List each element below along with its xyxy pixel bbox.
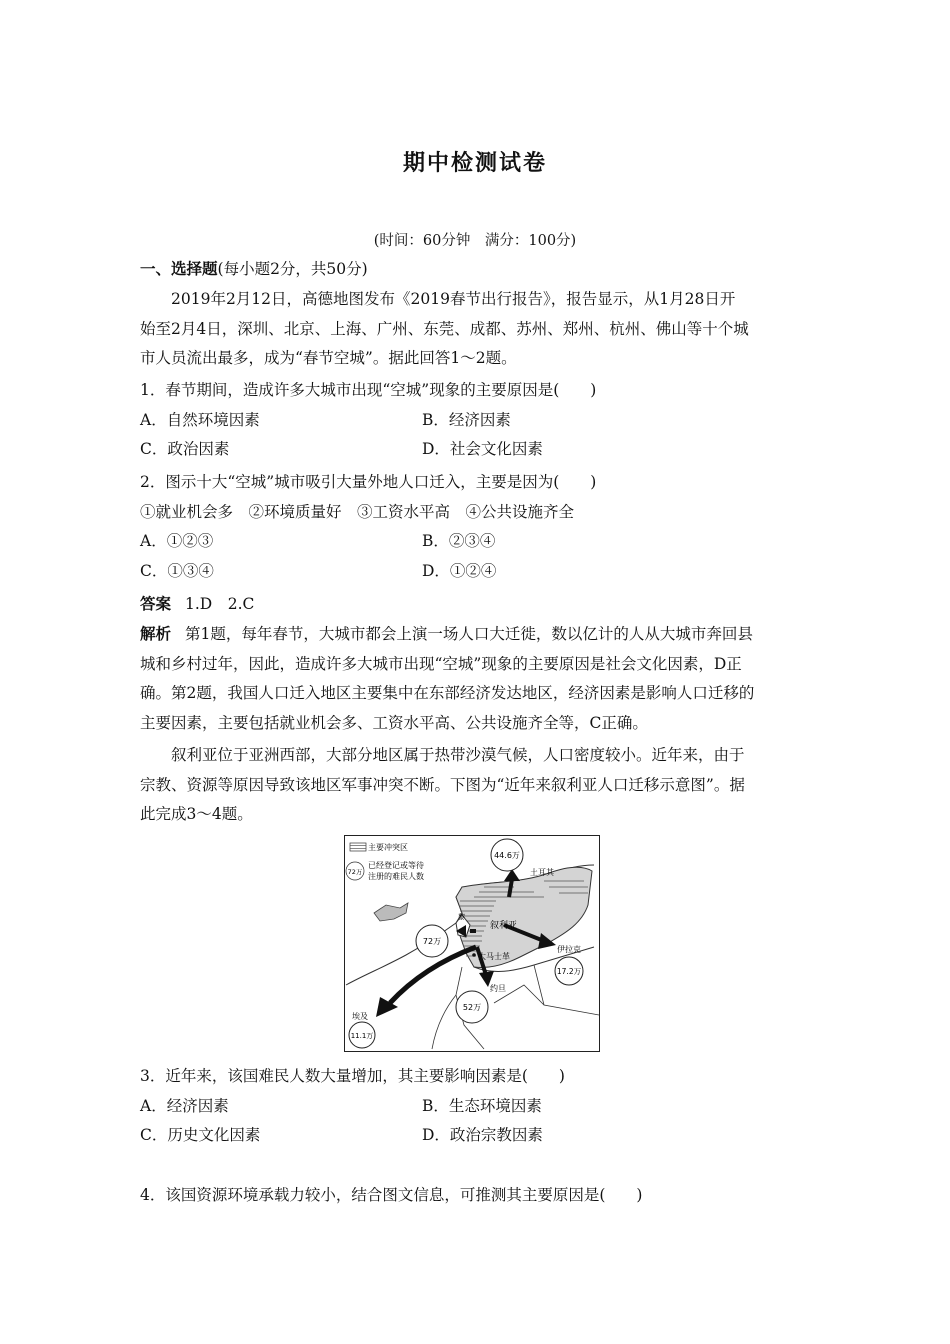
- damascus-label: 大马士革: [478, 952, 510, 961]
- options-row: [140, 557, 810, 587]
- lebanon-count: 72万: [422, 937, 442, 946]
- option-d: D．社会文化因素: [422, 440, 543, 458]
- option-a: A．①②③: [140, 532, 214, 550]
- passage-line: 宗教、资源等原因导致该地区军事冲突不断。下图为“近年来叙利亚人口迁移示意图”。据: [140, 775, 745, 794]
- options-row: [140, 1092, 810, 1122]
- options-row: [140, 1121, 810, 1151]
- section-note: (每小题2分，共50分): [217, 260, 368, 278]
- option-c: C．①③④: [140, 561, 214, 580]
- question-stem: 3．近年来，该国难民人数大量增加，其主要影响因素是( ): [140, 1067, 565, 1085]
- option-a: A．经济因素: [140, 1096, 229, 1115]
- passage-line: 市人员流出最多，成为“春节空城”。据此回答1～2题。: [140, 349, 517, 367]
- question-4: [140, 1181, 810, 1211]
- analysis-line: 解析 第1题，每年春节，大城市都会上演一场人口大迁徙，数以亿计的人从大城市奔回县: [140, 625, 753, 643]
- passage-line: 此完成3～4题。: [140, 805, 253, 823]
- section-title: 一、选择题: [140, 260, 218, 278]
- options-row: [140, 527, 810, 557]
- exam-time-score: (时间：60分钟 满分：100分): [373, 233, 577, 249]
- passage-2: [140, 741, 810, 830]
- analysis-label: 解析: [140, 625, 172, 643]
- egypt-label: 埃及: [352, 1012, 368, 1021]
- question-1: [140, 376, 810, 465]
- option-b: B．生态环境因素: [422, 1096, 542, 1115]
- lebanon-label: 黎: [458, 913, 465, 921]
- passage-line: 始至2月4日，深圳、北京、上海、广州、东莞、成都、苏州、郑州、杭州、佛山等十个城: [140, 319, 749, 338]
- question-3: [140, 1062, 810, 1151]
- answer: [140, 590, 810, 620]
- legend-refugee-sample: 72万: [347, 868, 363, 876]
- turkey-label: 土耳其: [530, 868, 554, 877]
- syria-label: 叙利亚: [490, 921, 518, 931]
- jordan-count: 52万: [462, 1003, 482, 1012]
- question-items: ①就业机会多 ②环境质量好 ③工资水平高 ④公共设施齐全: [140, 502, 575, 521]
- option-c: C．历史文化因素: [140, 1126, 261, 1144]
- legend-conflict-label: 主要冲突区: [368, 843, 408, 852]
- question-stem: 2．图示十大“空城”城市吸引大量外地人口迁入，主要是因为( ): [140, 473, 597, 491]
- section-heading: [140, 255, 810, 285]
- damascus-marker: [472, 953, 476, 957]
- egypt-count: 11.1万: [350, 1032, 374, 1040]
- analysis-line: 主要因素，主要包括就业机会多、工资水平高、公共设施齐全等，C正确。: [140, 713, 648, 732]
- analysis-line: 城和乡村过年，因此，造成许多大城市出现“空城”现象的主要原因是社会文化因素，D正: [140, 654, 742, 673]
- page-title: 期中检测试卷: [402, 151, 547, 176]
- syria-migration-map: [344, 835, 600, 1052]
- legend-refugee-label-1: 已经登记或等待: [368, 861, 424, 870]
- option-d: D．①②④: [422, 561, 497, 580]
- question-2: [140, 468, 810, 586]
- turkey-count: 44.6万: [494, 851, 520, 860]
- analysis-line: 确。第2题，我国人口迁入地区主要集中在东部经济发达地区，经济因素是影响人口迁移的: [140, 684, 755, 702]
- answer-label: 答案: [140, 595, 172, 613]
- question-stem: 1．春节期间，造成许多大城市出现“空城”现象的主要原因是( ): [140, 381, 597, 399]
- question-stem: 4．该国资源环境承载力较小，结合图文信息，可推测其主要原因是( ): [140, 1186, 643, 1204]
- options-row: [140, 406, 810, 436]
- legend-refugee-label-2: 注册的难民人数: [368, 872, 424, 881]
- option-b: B．经济因素: [422, 410, 511, 429]
- option-c: C．政治因素: [140, 440, 230, 458]
- passage-line: 2019年2月12日，高德地图发布《2019春节出行报告》，报告显示，从1月28日开: [171, 290, 736, 308]
- option-d: D．政治宗教因素: [422, 1126, 543, 1144]
- option-b: B．②③④: [422, 532, 496, 550]
- passage-1: [140, 285, 810, 374]
- jordan-label: 约旦: [490, 984, 506, 993]
- option-a: A．自然环境因素: [140, 410, 260, 429]
- options-row: [140, 435, 810, 465]
- iraq-label: 伊拉克: [557, 945, 581, 954]
- iraq-count: 17.2万: [556, 967, 582, 976]
- analysis: [140, 620, 810, 738]
- answer-text: 1.D 2.C: [185, 595, 255, 613]
- passage-line: 叙利亚位于亚洲西部，大部分地区属于热带沙漠气候，人口密度较小。近年来，由于: [171, 746, 745, 764]
- legend-conflict-swatch: [350, 843, 366, 851]
